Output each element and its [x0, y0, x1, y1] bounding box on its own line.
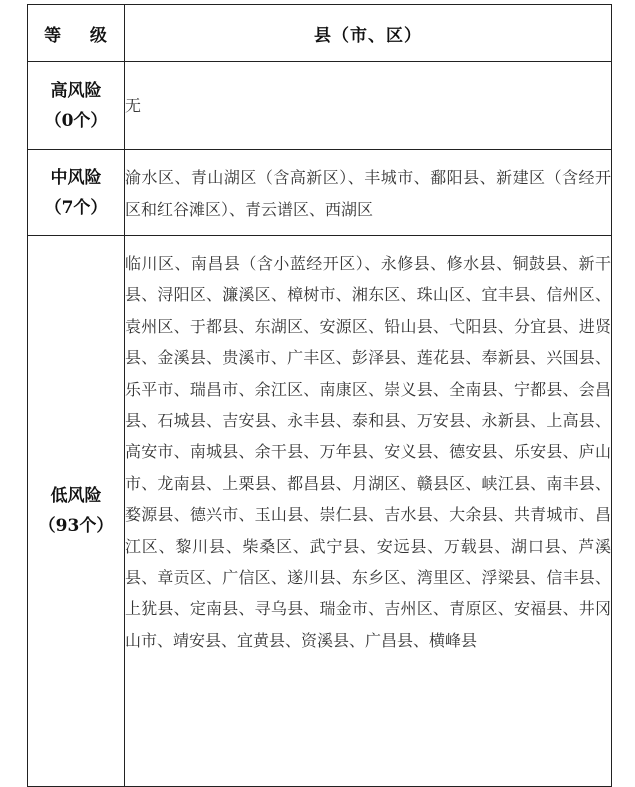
level-name-low: 低风险	[50, 486, 102, 506]
level-name-high: 高风险	[50, 80, 102, 101]
area-list-low: 临川区、南昌县（含小蓝经开区）、永修县、修水县、铜鼓县、新干县、浔阳区、濂溪区、樟树市、湘东区、珠山区、宜丰县、信州区、袁州区、于都县、东湖区、安源区、铅山县、弋阳县、分宜县、进贤县、金溪县、贵溪市、广丰区、彭泽县、莲花县、奉新县、兴国县、乐平市、瑞昌市、余江区、南康区、崇义县、全南县、宁都县、会昌县、石城县、吉安县、永丰县、泰和县、万安县、永新县、上高县、高安市、南城县、余干县、万年县、安义县、德安县、乐安县、庐山市、龙南县、上栗县、都昌县、月湖区、赣县区、峡江县、南丰县、婺源县、德兴市、玉山县、崇仁县、吉水县、大余县、共青城市、昌江区、黎川县、柴桑区、武宁县、安远县、万载县、湖口县、芦溪县、章贡区、广信区、遂川县、东乡区、湾里区、浮梁县、信丰县、上犹县、定南县、寻乌县、瑞金市、吉州区、青原区、安福县、井冈山市、靖安县、宜黄县、资溪县、广昌县、横峰县	[125, 236, 612, 787]
risk-level-table	[27, 4, 612, 787]
level-cell-low	[28, 236, 125, 787]
level-name-medium: 中风险	[50, 167, 102, 188]
header-area: 县（市、区）	[125, 5, 612, 62]
level-cell-medium	[28, 150, 125, 236]
level-count-medium: （7个）	[44, 197, 108, 218]
level-count-high: （0个）	[44, 110, 108, 131]
header-level: 等 级	[28, 5, 125, 62]
table-row-high-risk	[28, 62, 612, 150]
table-row-medium-risk	[28, 150, 612, 236]
header-row	[28, 5, 612, 62]
area-list-high: 无	[125, 62, 612, 150]
level-cell-high	[28, 62, 125, 150]
table-row-low-risk	[28, 236, 612, 787]
area-list-medium: 渝水区、青山湖区（含高新区）、丰城市、鄱阳县、新建区（含经开区和红谷滩区）、青云谱区、西湖区	[125, 150, 612, 236]
level-count-low: （93个）	[38, 516, 114, 536]
